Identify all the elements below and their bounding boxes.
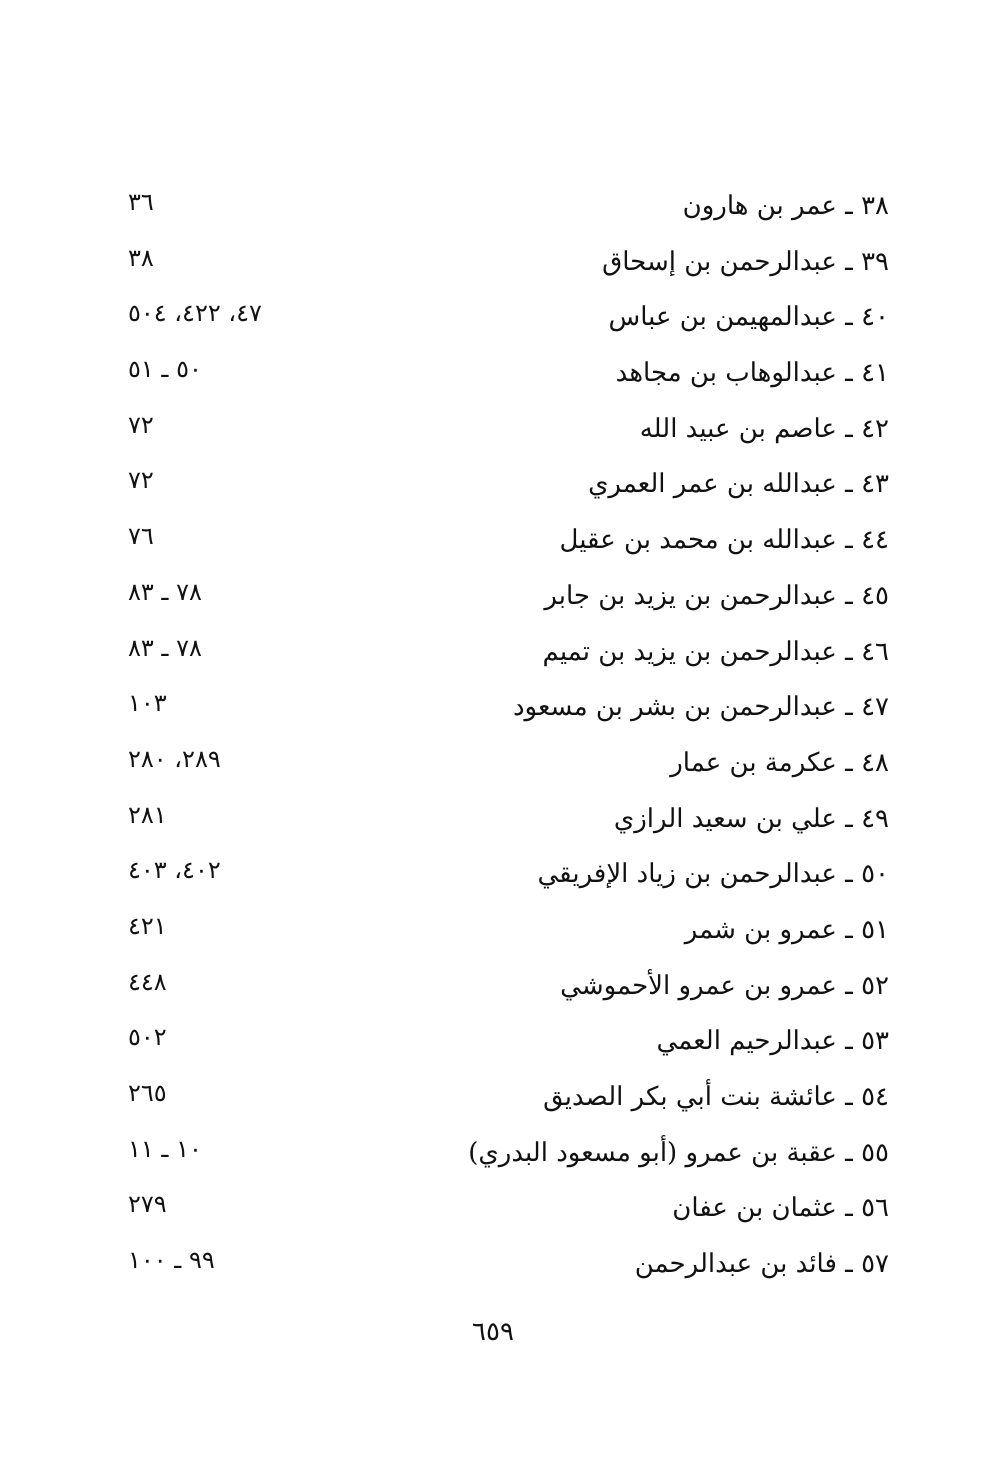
entry-name: ٤٦ ـ عبدالرحمن بن يزيد بن تميم [542, 636, 889, 667]
index-entry [0, 1184, 986, 1240]
entry-name: ٤٤ ـ عبدالله بن محمد بن عقيل [559, 525, 889, 556]
entry-name: ٥٣ ـ عبدالرحيم العمي [656, 1026, 889, 1057]
entry-name: ٤٢ ـ عاصم بن عبيد الله [639, 413, 889, 444]
entry-pages: ٢٦٥ [128, 1079, 167, 1107]
index-entry [0, 850, 986, 906]
entry-name: ٤٣ ـ عبدالله بن عمر العمري [588, 469, 889, 500]
entry-name: ٥١ ـ عمرو بن شمر [684, 914, 889, 945]
entry-pages: ٧٨ ـ ٨٣ [128, 577, 202, 606]
entry-name: ٥٥ ـ عقبة بن عمرو (أبو مسعود البدري) [468, 1137, 889, 1168]
entry-pages: ١٠ ـ ١١ [128, 1134, 202, 1163]
entry-pages: ٧٢ [128, 410, 154, 439]
index-entry [0, 572, 986, 628]
entry-name: ٤٨ ـ عكرمة بن عمار [670, 747, 889, 778]
entry-pages: ٤٢١ [128, 911, 167, 940]
entry-name: ٥٤ ـ عائشة بنت أبي بكر الصديق [543, 1082, 889, 1112]
entry-name: ٥٧ ـ فائد بن عبدالرحمن [634, 1249, 889, 1280]
entry-name: ٤١ ـ عبدالوهاب بن مجاهد [615, 358, 889, 389]
entry-pages: ٧٨ ـ ٨٣ [128, 633, 202, 662]
entry-pages: ١٠٣ [128, 689, 167, 718]
entry-pages: ٤٤٨ [128, 967, 167, 996]
index-entry [0, 1129, 986, 1185]
index-entry [0, 516, 986, 572]
index-entry [0, 460, 986, 516]
entry-pages: ٢٨٩، ٢٨٠ [128, 744, 221, 773]
index-entry [0, 739, 986, 795]
index-entry [0, 683, 986, 739]
index-entry [0, 906, 986, 962]
entry-pages: ٧٦ [128, 522, 154, 551]
entry-pages: ٣٦ [128, 188, 154, 216]
entry-name: ٥٢ ـ عمرو بن عمرو الأحموشي [560, 970, 889, 1001]
entry-pages: ٢٧٩ [128, 1190, 167, 1219]
index-entry [0, 349, 986, 405]
index-entry [0, 795, 986, 851]
index-entry [0, 182, 986, 238]
entry-pages: ٥٠ ـ ٥١ [128, 355, 202, 384]
entry-name: ٤٥ ـ عبدالرحمن بن يزيد بن جابر [544, 580, 889, 611]
entry-name: ٥٦ ـ عثمان بن عفان [672, 1193, 889, 1224]
entry-name: ٥٠ ـ عبدالرحمن بن زياد الإفريقي [537, 859, 889, 890]
index-list [0, 182, 986, 1296]
entry-name: ٣٨ ـ عمر بن هارون [682, 191, 889, 221]
entry-name: ٤٧ ـ عبدالرحمن بن بشر بن مسعود [512, 692, 889, 723]
index-entry [0, 628, 986, 684]
index-entry [0, 962, 986, 1018]
entry-pages: ٩٩ ـ ١٠٠ [128, 1246, 215, 1275]
entry-pages: ٤٠٢، ٤٠٣ [128, 856, 221, 885]
entry-pages: ٤٧، ٤٢٢، ٥٠٤ [128, 299, 262, 328]
index-entry [0, 1017, 986, 1073]
entry-pages: ٣٨ [128, 243, 154, 272]
entry-name: ٣٩ ـ عبدالرحمن بن إسحاق [602, 246, 889, 277]
index-entry [0, 1240, 986, 1296]
entry-name: ٤٠ ـ عبدالمهيمن بن عباس [608, 302, 889, 333]
index-entry [0, 293, 986, 349]
entry-pages: ٢٨١ [128, 800, 167, 829]
index-entry [0, 238, 986, 294]
index-entry [0, 405, 986, 461]
entry-name: ٤٩ ـ علي بن سعيد الرازي [613, 803, 889, 834]
index-entry [0, 1073, 986, 1129]
entry-pages: ٧٢ [128, 466, 154, 495]
page-number: ٦٥٩ [472, 1317, 514, 1347]
entry-pages: ٥٠٢ [128, 1023, 167, 1052]
